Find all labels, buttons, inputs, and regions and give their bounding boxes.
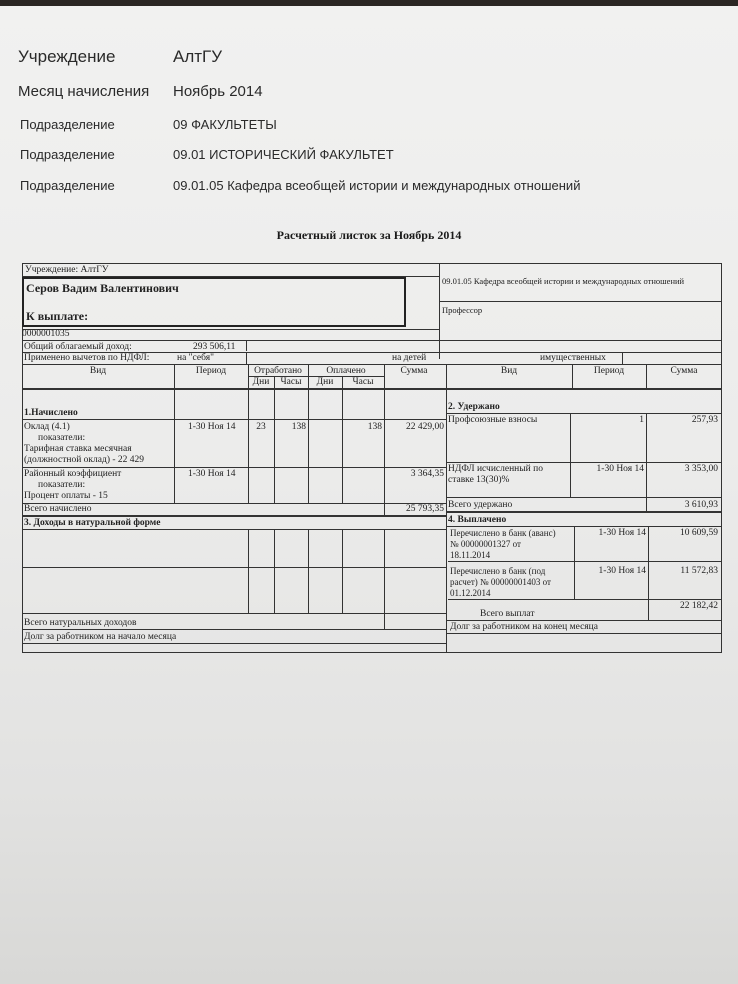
col-period-left: Период: [195, 366, 227, 376]
sec4-item1-text: [450, 528, 574, 561]
sec4-item1-line: № 00000001327 от: [450, 539, 521, 549]
sec4-item2-text: [450, 566, 574, 599]
paper-sheet: [0, 6, 738, 984]
sec4-title: 4. Выплачено: [448, 515, 507, 525]
sec2-item1-text: [448, 415, 572, 426]
col-paid-days: Дни: [316, 377, 334, 387]
col-paid: Оплачено: [326, 366, 366, 376]
sec1-item2-text: [24, 469, 174, 502]
col-sum-right: Сумма: [670, 366, 698, 376]
month-label: Месяц начисления: [18, 83, 150, 100]
col-worked-days: Дни: [252, 377, 270, 387]
sec2-item2-period: 1-30 Ноя 14: [596, 464, 644, 474]
sec4-item2-sum: 11 572,83: [680, 566, 718, 576]
payslip-form: [22, 263, 722, 653]
slip-institution: Учреждение: АлтГУ: [25, 265, 109, 275]
sec2-item2-sum: 3 353,00: [684, 464, 718, 474]
sec2-total-label: Всего удержано: [448, 500, 513, 510]
sec1-total-value: 25 793,35: [406, 504, 444, 514]
slip-department: 09.01.05 Кафедра всеобщей истории и международных отношений: [442, 276, 685, 286]
sec4-item1-line: Перечислено в банк (аванс): [450, 528, 556, 538]
sec4-item2-period: 1-30 Ноя 14: [598, 566, 646, 576]
col-worked: Отработано: [254, 366, 302, 376]
sec2-total-value: 3 610,93: [684, 500, 718, 510]
sec1-item1-line: Тарифная ставка месячная: [24, 444, 132, 454]
sec1-item1-text: [24, 422, 174, 466]
division-label-1: Подразделение: [20, 117, 115, 132]
sec4-item1-period: 1-30 Ноя 14: [598, 528, 646, 538]
sec4-debt-end-label: Долг за работником на конец месяца: [450, 622, 598, 632]
sec2-item1-period: 1: [639, 415, 644, 425]
sec1-item2-period: 1-30 Ноя 14: [188, 469, 236, 479]
sec4-item1-line: 18.11.2014: [450, 550, 491, 560]
sec4-item1-sum: 10 609,59: [680, 528, 718, 538]
sec2-item1-sum: 257,93: [691, 415, 718, 425]
sec4-item2-line: расчет) № 00000001403 от: [450, 577, 551, 587]
col-worked-hours: Часы: [280, 377, 302, 387]
sec4-item2-line: 01.12.2014: [450, 588, 491, 598]
taxable-income-label: Общий облагаемый доход:: [24, 342, 132, 352]
sec1-item2-sum: 3 364,35: [410, 469, 444, 479]
sec3-title: 3. Доходы в натуральной форме: [24, 518, 161, 528]
col-sum-left: Сумма: [400, 366, 428, 376]
sec1-item2-line: показатели:: [38, 480, 86, 490]
sec3-debt-start-label: Долг за работником на начало месяца: [24, 632, 177, 642]
sec2-item2-line: НДФЛ исчисленный по: [448, 464, 543, 474]
tab-number: 0000001035: [22, 329, 70, 339]
taxable-income-value: 293 506,11: [193, 342, 236, 352]
col-paid-hours: Часы: [352, 377, 374, 387]
payslip-title: Расчетный листок за Ноябрь 2014: [276, 228, 462, 242]
sec1-item1-period: 1-30 Ноя 14: [188, 422, 236, 432]
to-pay-label: К выплате:: [26, 309, 89, 323]
sec4-item2-line: Перечислено в банк (под: [450, 566, 546, 576]
institution-label: Учреждение: [18, 47, 116, 66]
sec4-total-label: Всего выплат: [480, 609, 535, 619]
sec3-total-label: Всего натуральных доходов: [24, 618, 137, 628]
sec2-title: 2. Удержано: [448, 402, 500, 412]
sec1-item1-worked-days: 23: [256, 422, 266, 432]
sec2-item2-line: ставке 13(30)%: [448, 475, 510, 485]
division-value-2: 09.01 ИСТОРИЧЕСКИЙ ФАКУЛЬТЕТ: [173, 147, 394, 162]
sec1-item1-line: (должностной оклад) - 22 429: [24, 455, 145, 465]
deductions-label: Применено вычетов по НДФЛ:: [24, 353, 150, 363]
sec1-item1-sum: 22 429,00: [406, 422, 444, 432]
sec1-item2-line: Процент оплаты - 15: [24, 491, 108, 501]
deduction-property: имущественных: [540, 353, 606, 363]
division-value-1: 09 ФАКУЛЬТЕТЫ: [173, 117, 277, 132]
sec1-title: 1.Начислено: [24, 408, 78, 418]
sec1-item1-worked-hours: 138: [291, 422, 306, 432]
col-kind-left: Вид: [89, 366, 107, 376]
col-kind-right: Вид: [500, 366, 518, 376]
division-value-3: 09.01.05 Кафедра всеобщей истории и международных отношений: [173, 178, 581, 193]
employee-name: Серов Вадим Валентинович: [26, 281, 179, 295]
sec4-total-value: 22 182,42: [680, 601, 718, 611]
sec1-item1-paid-hours: 138: [367, 422, 382, 432]
institution-value: АлтГУ: [173, 47, 223, 66]
sec1-total-label: Всего начислено: [24, 504, 92, 514]
col-period-right: Период: [593, 366, 625, 376]
division-label-3: Подразделение: [20, 178, 115, 193]
sec1-item2-line: Районный коэффициент: [24, 469, 122, 479]
sec1-item1-line: Оклад (4.1): [24, 422, 70, 432]
deduction-self: на "себя": [177, 353, 214, 363]
month-value: Ноябрь 2014: [173, 83, 263, 100]
sec1-item1-line: показатели:: [38, 433, 86, 443]
deduction-children: на детей: [392, 353, 427, 363]
slip-position: Профессор: [442, 305, 483, 315]
division-label-2: Подразделение: [20, 147, 115, 162]
sec2-item1-line: Профсоюзные взносы: [448, 415, 538, 425]
sec2-item2-text: [448, 464, 572, 486]
